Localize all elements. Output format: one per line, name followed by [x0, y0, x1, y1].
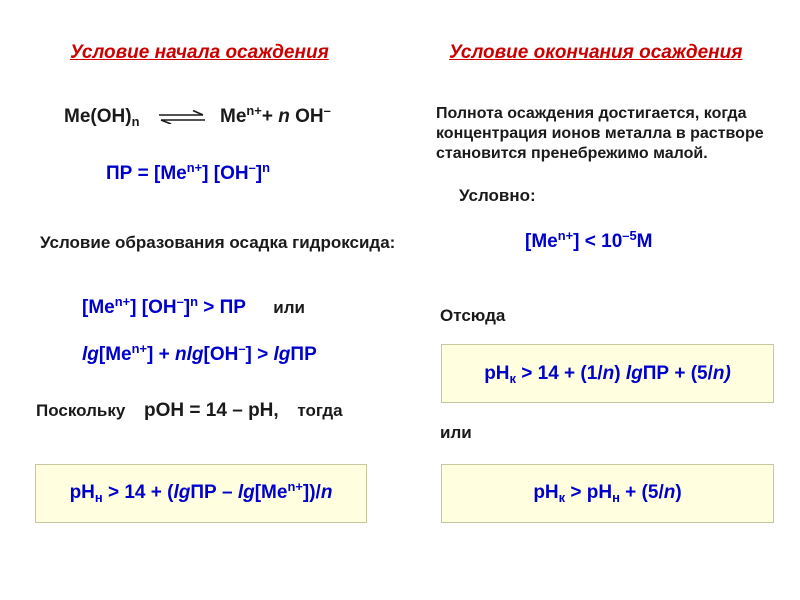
ineq1-hydroxide-charge: –: [176, 293, 184, 309]
ineq2-pr: ПР: [290, 344, 317, 365]
conc-metal-charge: n+: [557, 227, 574, 243]
pr-hydroxide-charge: –: [248, 159, 256, 175]
end-ph-mid: > 14 + (1/: [515, 363, 603, 384]
pr-symbol: ПР: [106, 163, 133, 184]
dissociation-reaction: [64, 102, 331, 129]
pr-hydroxide: ] [OH: [202, 163, 249, 184]
conc-exponent: –5: [622, 227, 637, 243]
pr-metal: Me: [160, 163, 187, 184]
concentration-expression: [525, 227, 653, 253]
right-section-header: Условие окончания осаждения: [449, 42, 743, 63]
ineq1-close: ]: [183, 297, 191, 318]
conc-unit: M: [636, 231, 653, 252]
pr-close: ]: [255, 163, 263, 184]
relation-n: n: [663, 482, 676, 503]
end-ph-formula: [442, 363, 773, 385]
ineq2-hydroxide-charge: –: [238, 340, 246, 356]
end-ph-close: ): [724, 363, 731, 384]
completeness-line-1: Полнота осаждения достигается, когда: [436, 105, 747, 122]
completeness-paragraph: [436, 104, 764, 164]
poh-fourteen: 14: [205, 400, 227, 421]
product-metal: Me: [220, 106, 247, 127]
hydroxide-charge: –: [323, 102, 331, 118]
start-ph-n: n: [320, 482, 333, 503]
left-section-header: Условие начала осаждения: [70, 42, 329, 63]
product-hydroxide: OH: [289, 106, 324, 127]
start-ph-close: ])/: [302, 482, 321, 503]
ineq1-formula: [82, 293, 246, 318]
hence-label: Отсюда: [440, 306, 506, 325]
precipitation-inequality: [82, 293, 305, 319]
ph-symbol: pH: [248, 400, 274, 421]
hydroxide-condition-label: Условие образования осадка гидроксида:: [40, 233, 396, 252]
start-ph-mid: > 14 + (: [102, 482, 174, 503]
end-ph-pr: ПР + (5/: [642, 363, 713, 384]
end-ph-formula-box: [441, 344, 774, 403]
end-ph-relation-box: [441, 464, 774, 523]
poh-equals: =: [184, 400, 206, 421]
since-word: Поскольку: [36, 401, 126, 420]
reactant-formula: Me(OH): [64, 106, 132, 127]
then-word: тогда: [297, 401, 343, 420]
ineq1-metal-charge: n+: [114, 293, 131, 309]
ineq2-lg3: lg: [273, 344, 291, 365]
ineq1-metal: [Me: [82, 297, 115, 318]
ineq2-lg2: lg: [186, 344, 204, 365]
start-ph-formula: [36, 478, 366, 505]
ineq2-hydroxide: [OH: [203, 344, 239, 365]
relation-gt: >: [565, 482, 587, 503]
pr-metal-charge: n+: [186, 159, 203, 175]
product-plus: +: [261, 106, 279, 127]
relation-start-subscript: н: [612, 489, 620, 505]
ineq2-n: n: [175, 344, 187, 365]
product-charge: n+: [246, 102, 262, 118]
end-ph-n1: n: [602, 363, 615, 384]
ineq1-or-label: или: [273, 298, 305, 317]
end-ph-mid2: ): [614, 363, 626, 384]
reactant-subscript: n: [131, 113, 140, 129]
product-coefficient: n: [278, 106, 290, 127]
end-ph-lg: lg: [625, 363, 643, 384]
ineq1-hydroxide: ] [OH: [130, 297, 177, 318]
pr-power: n: [262, 159, 270, 175]
end-ph-subscript: к: [509, 370, 516, 386]
end-ph-n2: n: [712, 363, 725, 384]
ineq2-plus: ] +: [147, 344, 176, 365]
log-inequality: [82, 340, 317, 366]
conditionally-label: Условно:: [459, 186, 536, 205]
since-statement: [36, 400, 343, 422]
conc-metal: [Me: [525, 231, 558, 252]
poh-comma: ,: [273, 400, 279, 421]
start-ph-symbol: pH: [69, 482, 95, 503]
ineq2-lg1: lg: [82, 344, 99, 365]
relation-ph-end: pH: [533, 482, 559, 503]
or-label: или: [440, 423, 472, 442]
start-ph-lg1: lg: [173, 482, 191, 503]
poh-minus: –: [226, 400, 249, 421]
start-ph-metal-charge: n+: [287, 478, 303, 494]
equilibrium-arrow-icon: [157, 110, 207, 124]
ineq2-metal: [Me: [98, 344, 132, 365]
ineq1-gt-pr: > ПР: [198, 297, 246, 318]
conc-lt-ten: ] < 10: [573, 231, 623, 252]
completeness-line-2: концентрация ионов металла в растворе: [436, 125, 764, 142]
ineq2-metal-charge: n+: [131, 340, 148, 356]
relation-rest: + (5/: [619, 482, 664, 503]
start-ph-metal: [Me: [254, 482, 288, 503]
completeness-line-3: становится пренебрежимо малой.: [436, 145, 708, 162]
relation-end-subscript: к: [558, 489, 566, 505]
ineq2-gt: ] >: [245, 344, 274, 365]
poh-symbol: pOH: [144, 400, 185, 421]
end-ph-symbol: pH: [484, 363, 510, 384]
start-ph-lg2: lg: [237, 482, 255, 503]
end-ph-relation: [442, 482, 773, 504]
start-ph-pr: ПР –: [190, 482, 238, 503]
pr-equals: = [: [132, 163, 161, 184]
relation-ph-start: pH: [586, 482, 613, 503]
reactant: [64, 106, 139, 127]
start-ph-formula-box: [35, 464, 367, 523]
start-ph-subscript: н: [94, 489, 103, 505]
relation-close: ): [675, 482, 682, 503]
ineq1-power: n: [190, 293, 198, 309]
product: [220, 102, 331, 127]
poh-relation: [144, 400, 279, 421]
solubility-product-expression: [106, 159, 270, 185]
